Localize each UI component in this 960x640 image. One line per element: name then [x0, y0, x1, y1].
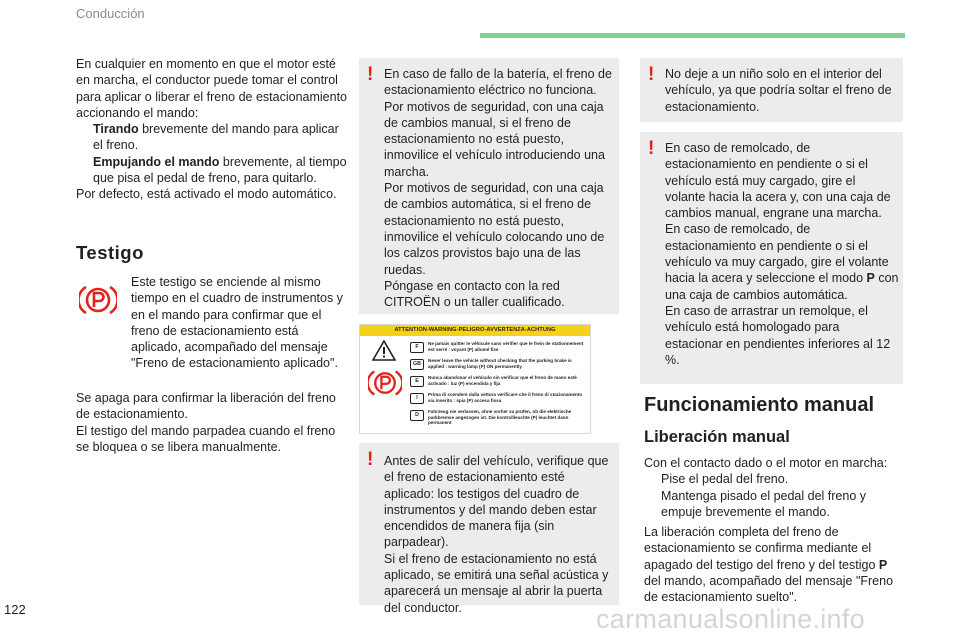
label-language-row	[410, 341, 585, 357]
testigo-description: Este testigo se enciende al mismo tiempo en el cuadro de instrumentos y en el mando para confirmar que el freno de estacionamiento está aplicado, acompañado del mensaje "Freno de estacionamiento aplicado".	[131, 275, 343, 371]
warning-mark-icon: !	[367, 449, 374, 470]
testigo-off-section	[76, 390, 348, 455]
warning-battery-failure	[359, 58, 619, 314]
parking-brake-warning-icon	[368, 367, 402, 404]
intro-text: En cualquier en momento en que el motor esté en marcha, el conductor puede tomar el control para aplicar o liberar el freno de estacionamiento accionando el mando:	[76, 57, 347, 120]
language-text: Fahrzeug nie verlassen, ohne vorher zu prüfen, ob die elektrische parkbremse angezogen ist. Die kontrollleuchte (P) leuchtet dann permanent	[428, 409, 572, 426]
release-step	[644, 471, 902, 487]
parking-brake-warning-icon	[79, 282, 117, 318]
warning-text: Por motivos de seguridad, con una caja de cambios automática, si el freno de estacionamiento no está puesto, inmovilice el vehículo colocando uno de los calzos provistos bajo una de las ruedas.	[384, 181, 605, 277]
manual-release-heading: Liberación manual	[644, 428, 790, 446]
language-badge: E	[410, 376, 424, 387]
language-text: Ne jamais quitter le véhicule sans vérifier que le frein de stationnement est serré : voyant (P) allumé fixe	[428, 341, 584, 352]
release-step-text: Mantenga pisado el pedal del freno y empuje brevemente el mando.	[661, 488, 867, 519]
warning-mark-icon: !	[648, 138, 655, 159]
warning-text: Si el freno de estacionamiento no está aplicado, se emitirá una señal acústica y aparecerá un mensaje al abrir la puerta del conductor.	[384, 551, 609, 615]
warning-towing-slope	[640, 132, 903, 384]
testigo-blink-text: El testigo del mando parpadea cuando el freno se bloquea o se libera manualmente.	[76, 423, 336, 454]
warning-text: En caso de remolcado, de estacionamiento en pendiente o si el vehículo está muy cargado, gire el volante hacia la acera y, con una caja de cambios manual, engrane una marcha.	[665, 141, 891, 221]
bullet-push	[76, 154, 348, 187]
manual-release-steps	[644, 455, 902, 520]
language-badge: I	[410, 393, 424, 404]
warning-child-alone	[640, 58, 903, 122]
warning-text: Póngase en contacto con la red CITROËN o un taller cualificado.	[384, 278, 565, 310]
bullet-bold: Empujando el mando	[93, 154, 220, 169]
warning-text: No deje a un niño solo en el interior del vehículo, ya que podría soltar el freno de estacionamiento.	[665, 67, 892, 114]
warning-text: Por motivos de seguridad, con una caja de cambios manual, si el freno de estacionamiento no está puesto, inmovilice el vehículo introduciendo una marcha.	[384, 99, 605, 179]
warning-text-part: con una caja de cambios automática.	[665, 271, 899, 302]
language-text: Never leave the vehicle without checking that the parking brake is applied : warning lamp (P) ON permanently	[428, 358, 572, 369]
release-confirmation-part: del mando, acompañado del mensaje "Freno de estacionamiento suelto".	[644, 573, 894, 605]
language-text: Nunca abandonar el vehículo sin verificar que el freno de mano esté activado : luz (P) encendida y fija	[428, 375, 577, 386]
bullet-pull	[76, 121, 348, 154]
warning-text: Antes de salir del vehículo, verifique que el freno de estacionamiento esté aplicado: los testigos del cuadro de instrumentos y del mando deben estar encendidos de manera fija (sin parpadear).	[384, 454, 609, 550]
warning-label-image	[359, 324, 591, 434]
bullet-bold: Tirando	[93, 122, 139, 137]
label-language-row	[410, 392, 585, 408]
release-step	[644, 488, 902, 521]
warning-text: En caso de arrastrar un remolque, el vehículo está homologado para estacionar en pendientes inferiores al 12 %.	[665, 303, 891, 367]
watermark: carmanualsonline.info	[596, 604, 865, 634]
release-confirmation	[644, 524, 902, 605]
warning-text-part: En caso de remolcado, de estacionamiento en pendiente o si el vehículo va muy cargado, gire el volante hacia la acera y seleccione el modo	[665, 222, 889, 286]
bullet-icon	[644, 488, 661, 521]
release-intro: Con el contacto dado o el motor en marcha:	[644, 456, 888, 470]
warning-mark-icon: !	[648, 64, 655, 85]
language-badge: GB	[410, 359, 424, 370]
language-badge: D	[410, 410, 424, 421]
label-language-row	[410, 358, 585, 374]
header-title: Conducción	[76, 6, 145, 21]
warning-mark-icon: !	[367, 64, 374, 85]
warning-triangle-icon	[372, 340, 396, 366]
label-header: ATTENTION-WARNING-PELIGRO-AVVERTENZA-ACHTUNG	[360, 325, 590, 336]
bullet-text: brevemente, al tiempo que pisa el pedal de freno, para quitarlo.	[93, 154, 347, 186]
warning-before-exit	[359, 443, 619, 615]
warning-text	[665, 221, 899, 302]
testigo-heading: Testigo	[76, 242, 144, 263]
language-badge: F	[410, 342, 424, 353]
release-step-text: Pise el pedal del freno.	[661, 472, 789, 487]
manual-operation-heading: Funcionamiento manual	[644, 394, 875, 416]
bullet-icon	[76, 121, 93, 154]
label-language-row	[410, 409, 585, 425]
bullet-icon	[76, 154, 93, 187]
gear-mode-p: P	[866, 271, 875, 286]
default-mode-text: Por defecto, está activado el modo automático.	[76, 187, 337, 202]
mando-p: P	[878, 557, 888, 572]
language-text: Prima di scendere dalla vettura verificare che il freno di stazionamento sia inserito : spia (P) accesa fissa	[428, 392, 583, 403]
warning-text: En caso de fallo de la batería, el freno de estacionamiento eléctrico no funciona.	[384, 67, 612, 98]
intro-section	[76, 56, 348, 203]
testigo-off-text: Se apaga para confirmar la liberación del freno de estacionamiento.	[76, 391, 336, 422]
page-number: 122	[4, 602, 26, 617]
bullet-text: brevemente del mando para aplicar el freno.	[93, 122, 339, 153]
label-language-row	[410, 375, 585, 391]
bullet-icon	[644, 471, 661, 487]
release-confirmation-part: La liberación completa del freno de estacionamiento se confirma mediante el apagado del testigo del freno y del testigo	[644, 525, 879, 572]
header-accent-bar	[480, 33, 905, 38]
